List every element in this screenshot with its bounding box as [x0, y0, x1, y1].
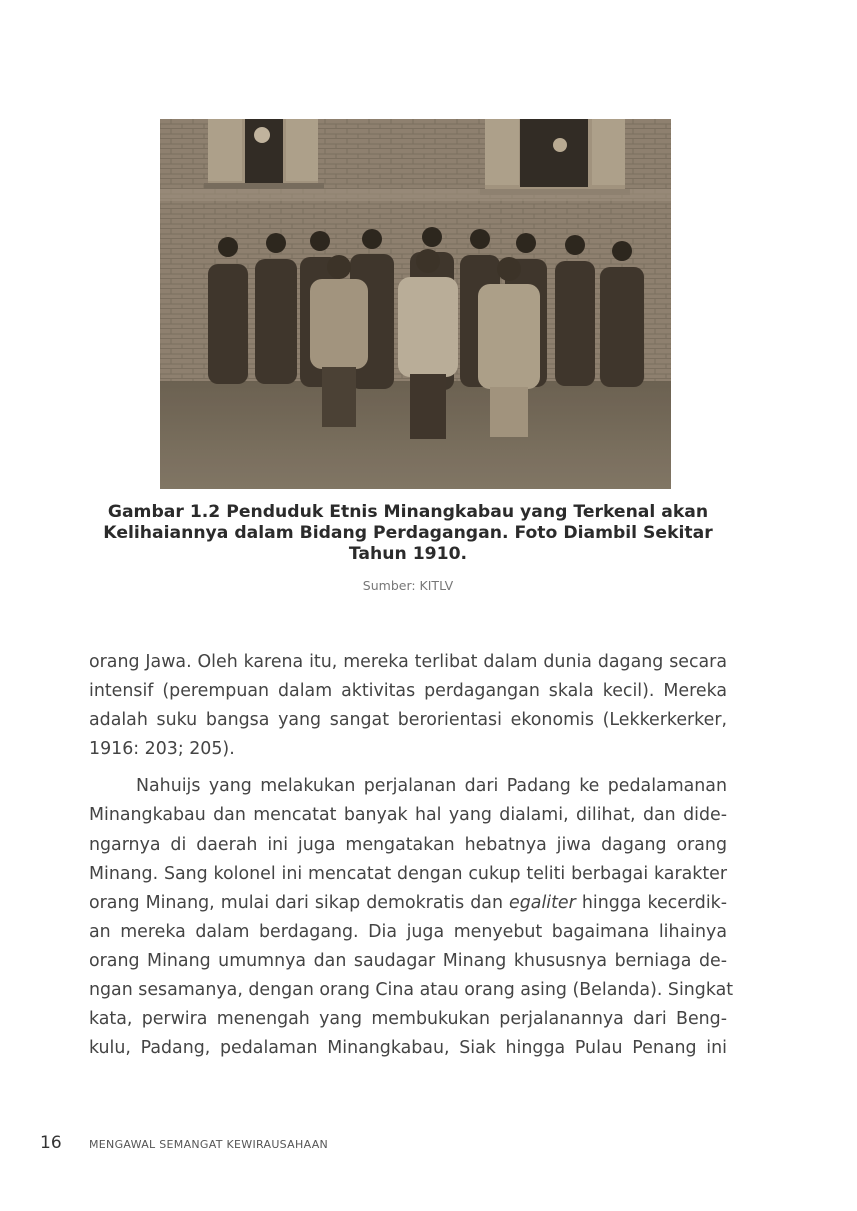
emphasis-egaliter: egaliter [509, 892, 576, 913]
caption-line: Kelihaiannya dalam Bidang Perdagangan. Foto Diambil Sekitar [103, 523, 713, 543]
text-line: orang Minang umumnya dan saudagar Minang khususnya berniaga de- [89, 950, 727, 971]
caption-line: Tahun 1910. [348, 544, 468, 564]
text-line: Minang. Sang kolonel ini mencatat dengan cukup teliti berbagai karakter [89, 863, 727, 884]
text-segment: orang Minang, mulai dari sikap demokratis dan [89, 892, 510, 913]
page-number: 16 [40, 1133, 62, 1153]
caption-line: Gambar 1.2 Penduduk Etnis Minangkabau yang Terkenal akan [107, 502, 709, 522]
text-line: adalah suku bangsa yang sangat berorientasi ekonomis (Lekkerkerker, [89, 710, 727, 731]
text-line: Minangkabau dan mencatat banyak hal yang dialami, dilihat, dan dide- [89, 805, 727, 826]
text-line: Nahuijs yang melakukan perjalanan dari Padang ke pedalamanan [136, 776, 727, 797]
historical-photograph [160, 119, 671, 489]
text-line: ngan sesamanya, dengan orang Cina atau orang asing (Belanda). Singkat [89, 980, 734, 1001]
text-line: 1916: 203; 205). [89, 739, 235, 760]
text-line [89, 889, 727, 918]
text-line: ngarnya di daerah ini juga mengatakan hebatnya jiwa dagang orang [89, 834, 727, 855]
text-segment: hingga kecerdik- [575, 892, 728, 913]
text-line: kata, perwira menengah yang membukukan perjalanannya dari Beng- [89, 1009, 727, 1030]
paragraph-2 [89, 772, 734, 1063]
text-line: intensif (perempuan dalam aktivitas perdagangan skala kecil). Mereka [89, 681, 727, 702]
text-line: orang Jawa. Oleh karena itu, mereka terlibat dalam dunia dagang secara [89, 652, 727, 672]
running-footer-title: MENGAWAL SEMANGAT KEWIRAUSAHAAN [89, 1138, 329, 1151]
figure-caption [90, 502, 726, 565]
text-line: an mereka dalam berdagang. Dia juga menyebut bagaimana lihainya [89, 921, 727, 942]
figure-source: Sumber: KITLV [362, 578, 454, 593]
text-line: kulu, Padang, pedalaman Minangkabau, Siak hingga Pulau Penang ini [89, 1038, 727, 1059]
paragraph-1 [89, 648, 727, 764]
body-text [89, 648, 734, 1063]
